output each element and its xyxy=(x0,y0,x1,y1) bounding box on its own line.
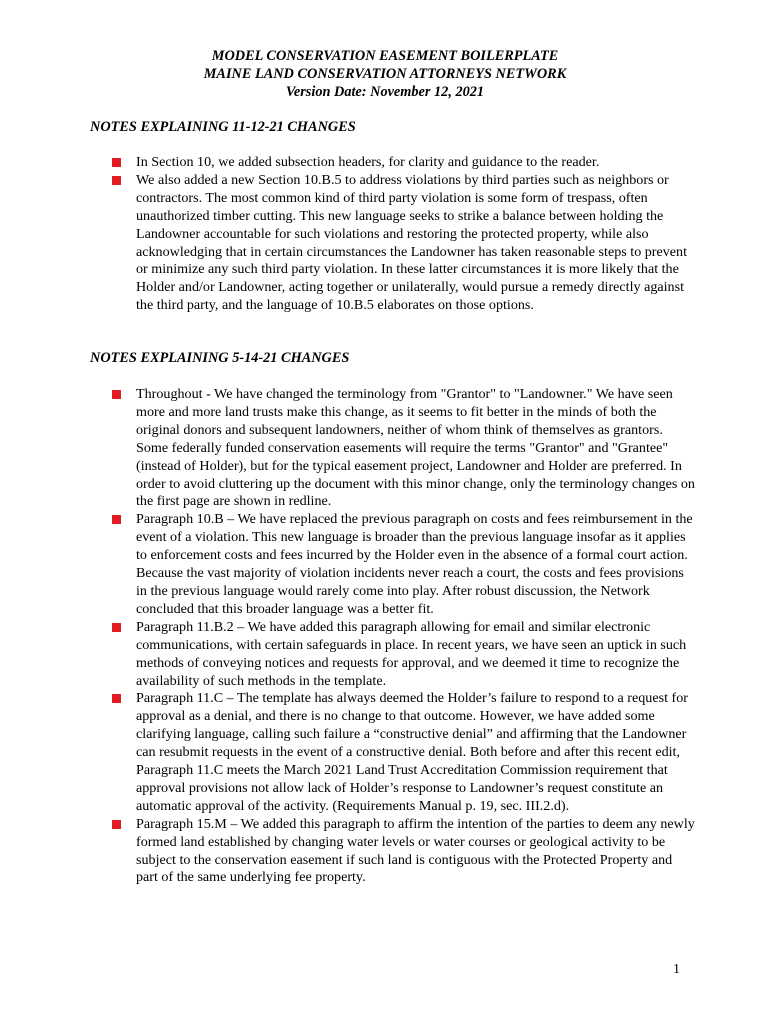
section-1-bullet-list xyxy=(112,154,697,315)
square-bullet-icon xyxy=(112,820,121,829)
list-item-text: We also added a new Section 10.B.5 to address violations by third parties such as neighbors or contractors. The most common kind of third party violation is some form of trespass, often unauthorized timber cutting. This new language seeks to strike a balance between holding the Landowner accountable for such violations and restoring the protected property, while also acknowledging that in certain circumstances the Landowner has taken reasonable steps to prevent or minimize any such third party violation. In these latter circumstances it is more likely that the Holder and/or Landowner, acting together or unilaterally, would pursue a remedy directly against the third party, and the language of 10.B.5 elaborates on those options. xyxy=(136,171,688,314)
list-item xyxy=(112,619,697,691)
list-item xyxy=(112,386,697,511)
square-bullet-icon xyxy=(112,390,121,399)
list-item xyxy=(112,690,697,815)
list-item xyxy=(112,511,697,618)
list-item-text: Paragraph 11.C – The template has always deemed the Holder’s failure to respond to a request for approval as a denial, and there is no change to that outcome. However, we have added some clarifying language, calling such failure a “constructive denial” and affirming that the Landowner can resubmit requests in the event of a constructive denial. Both before and after this recent edit, Paragraph 11.C meets the March 2021 Land Trust Accreditation Commission requirement that approval provisions not allow lack of Holder’s response to Landowner’s request constitute an automatic approval of the activity. (Requirements Manual p. 19, sec. III.2.d). xyxy=(136,690,688,814)
list-item-text: Paragraph 15.M – We added this paragraph to affirm the intention of the parties to deem any newly formed land established by changing water levels or water courses or geological activity to be subject to the conservation easement if such land is contiguous with the Protected Property and part of the same underlying fee property. xyxy=(136,815,695,886)
header-version-date: Version Date: November 12, 2021 xyxy=(285,84,485,100)
page-number: 1 xyxy=(673,962,680,977)
list-item-text: Throughout - We have changed the terminology from "Grantor" to "Landowner." We have seen more and more land trusts make this change, as it seems to fit better in the minds of both the original donors and subsequent landowners, neither of whom think of themselves as grantors. Some federally funded conservation easements will require the terms "Grantor" and "Grantee" (instead of Holder), but for the typical easement project, Landowner and Holder are preferred. In order to avoid cluttering up the document with this minor change, only the terminology changes on the first page are shown in redline. xyxy=(136,386,695,510)
square-bullet-icon xyxy=(112,694,121,703)
header-title: MODEL CONSERVATION EASEMENT BOILERPLATE xyxy=(211,48,559,64)
list-item xyxy=(112,154,697,172)
square-bullet-icon xyxy=(112,176,121,185)
list-item xyxy=(112,816,697,888)
header-organization: MAINE LAND CONSERVATION ATTORNEYS NETWORK xyxy=(203,66,567,82)
section-heading-11-12-21: NOTES EXPLAINING 11-12-21 CHANGES xyxy=(90,119,356,135)
section-2-bullet-list xyxy=(112,386,697,887)
section-heading-5-14-21: NOTES EXPLAINING 5-14-21 CHANGES xyxy=(90,350,350,366)
list-item xyxy=(112,172,697,315)
document-header xyxy=(0,47,770,101)
list-item-text: Paragraph 11.B.2 – We have added this paragraph allowing for email and similar electronic communications, with certain safeguards in place. In recent years, we have seen an uptick in such methods of conveying notices and requests for approval, and we deemed it time to recognize the availability of such methods in the template. xyxy=(136,618,687,689)
square-bullet-icon xyxy=(112,623,121,632)
square-bullet-icon xyxy=(112,158,121,167)
square-bullet-icon xyxy=(112,515,121,524)
list-item-text: In Section 10, we added subsection headers, for clarity and guidance to the reader. xyxy=(136,154,600,170)
list-item-text: Paragraph 10.B – We have replaced the previous paragraph on costs and fees reimbursement in the event of a violation. This new language is broader than the previous language insofar as it applies to enforcement costs and fees incurred by the Holder even in the absence of a formal court action. Because the vast majority of violation incidents never reach a court, the costs and fees provisions in the previous language would rarely come into play. After robust discussion, the Network concluded that this broader language was a better fit. xyxy=(136,511,693,617)
